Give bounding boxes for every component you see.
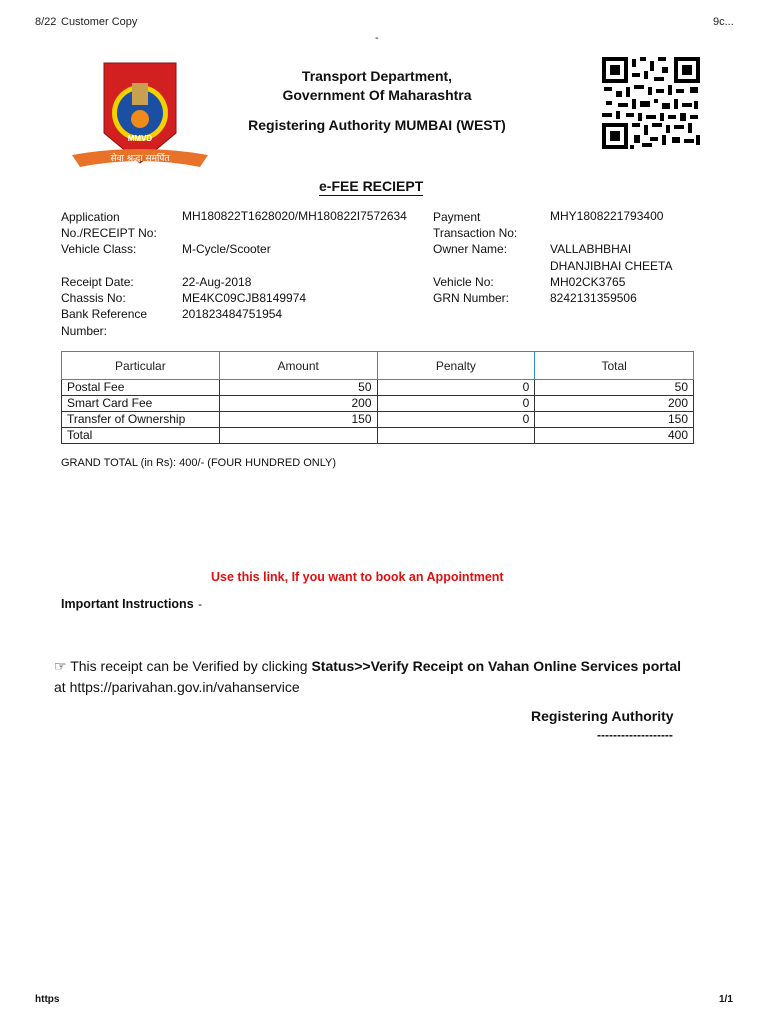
owner-label: Owner Name: (433, 242, 508, 256)
verify-instruction (54, 656, 684, 698)
cell-penalty: 0 (377, 396, 535, 412)
grand-total: GRAND TOTAL (in Rs): 400/- (FOUR HUNDRED ONLY) (61, 457, 337, 469)
dept-title-line1: Transport Department, (301, 68, 453, 84)
owner-value-1: VALLABHBHAI (550, 242, 632, 256)
signature-label: Registering Authority (531, 708, 674, 724)
verify-bold-1: Status>>Verify Receipt on Vahan Online Services (311, 658, 639, 674)
cell-particular: Postal Fee (62, 380, 220, 396)
instructions-dash: - (198, 597, 203, 611)
fee-table-header-row (62, 352, 694, 380)
col-header-amount: Amount (219, 352, 377, 380)
cell-amount: 150 (219, 412, 377, 428)
cell-total: 150 (535, 412, 694, 428)
print-date: 8/22 (35, 16, 57, 28)
dept-title-line2: Government Of Maharashtra (282, 87, 472, 103)
receipt-date-value: 22-Aug-2018 (182, 275, 252, 289)
application-label-1: Application (61, 210, 120, 224)
application-value: MH180822T1628020/MH180822I7572634 (182, 209, 407, 223)
vehicle-class-value: M-Cycle/Scooter (182, 242, 271, 256)
cell-particular: Smart Card Fee (62, 396, 220, 412)
instructions-label: Important Instructions (61, 597, 194, 611)
vehicle-no-label: Vehicle No: (433, 275, 494, 289)
registering-authority-title: Registering Authority MUMBAI (WEST) (248, 117, 506, 133)
payment-value: MHY1808221793400 (550, 209, 664, 223)
table-row-total (62, 428, 694, 444)
col-header-total: Total (535, 352, 694, 380)
verify-bold-2: portal (642, 658, 682, 674)
emblem-letters: MMVD (127, 134, 153, 143)
print-url-fragment: 9c... (713, 16, 734, 28)
grn-label: GRN Number: (433, 291, 510, 305)
print-footer-page: 1/1 (719, 994, 733, 1005)
vehicle-class-label: Vehicle Class: (61, 242, 137, 256)
grn-value: 8242131359506 (550, 291, 637, 305)
owner-value-2: DHANJIBHAI CHEETA (550, 259, 673, 273)
col-header-particular: Particular (62, 352, 220, 380)
cell-total: 400 (535, 428, 694, 444)
instructions-heading (61, 595, 202, 613)
appointment-link[interactable]: Use this link, If you want to book an Appointment (211, 570, 504, 584)
print-footer-url: https (35, 994, 60, 1005)
cell-penalty (377, 428, 535, 444)
receipt-title: e-FEE RECIEPT (319, 178, 424, 194)
cell-particular: Total (62, 428, 220, 444)
cell-amount: 50 (219, 380, 377, 396)
bank-ref-label-1: Bank Reference (61, 307, 148, 321)
table-row (62, 396, 694, 412)
col-header-penalty: Penalty (377, 352, 535, 380)
payment-label-2: Transaction No: (433, 226, 518, 240)
chassis-value: ME4KC09CJB8149974 (182, 291, 307, 305)
chassis-label: Chassis No: (61, 291, 126, 305)
signature-line: ------------------- (597, 728, 673, 742)
cell-particular: Transfer of Ownership (62, 412, 220, 428)
cell-penalty: 0 (377, 380, 535, 396)
mmvd-emblem-logo (70, 55, 210, 175)
cell-total: 50 (535, 380, 694, 396)
bank-ref-label-2: Number: (61, 324, 108, 338)
receipt-date-label: Receipt Date: (61, 275, 134, 289)
application-label-2: No./RECEIPT No: (61, 226, 157, 240)
cell-total: 200 (535, 396, 694, 412)
table-row (62, 380, 694, 396)
cell-amount (219, 428, 377, 444)
qr-code (602, 57, 700, 149)
hand-pointing-right-icon: ☞ (54, 658, 67, 674)
center-mark: - (375, 32, 379, 44)
fee-table (61, 351, 694, 444)
print-title: Customer Copy (61, 16, 138, 28)
cell-penalty: 0 (377, 412, 535, 428)
payment-label-1: Payment (433, 210, 481, 224)
bank-ref-value: 201823484751954 (182, 307, 283, 321)
table-row (62, 412, 694, 428)
verify-url-text[interactable]: at https://parivahan.gov.in/vahanservice (54, 679, 300, 695)
cell-amount: 200 (219, 396, 377, 412)
vehicle-no-value: MH02CK3765 (550, 275, 626, 289)
verify-text-1: This receipt can be Verified by clicking (70, 658, 308, 674)
emblem-motto: सेवा श्रद्धा समर्पित (110, 154, 170, 164)
